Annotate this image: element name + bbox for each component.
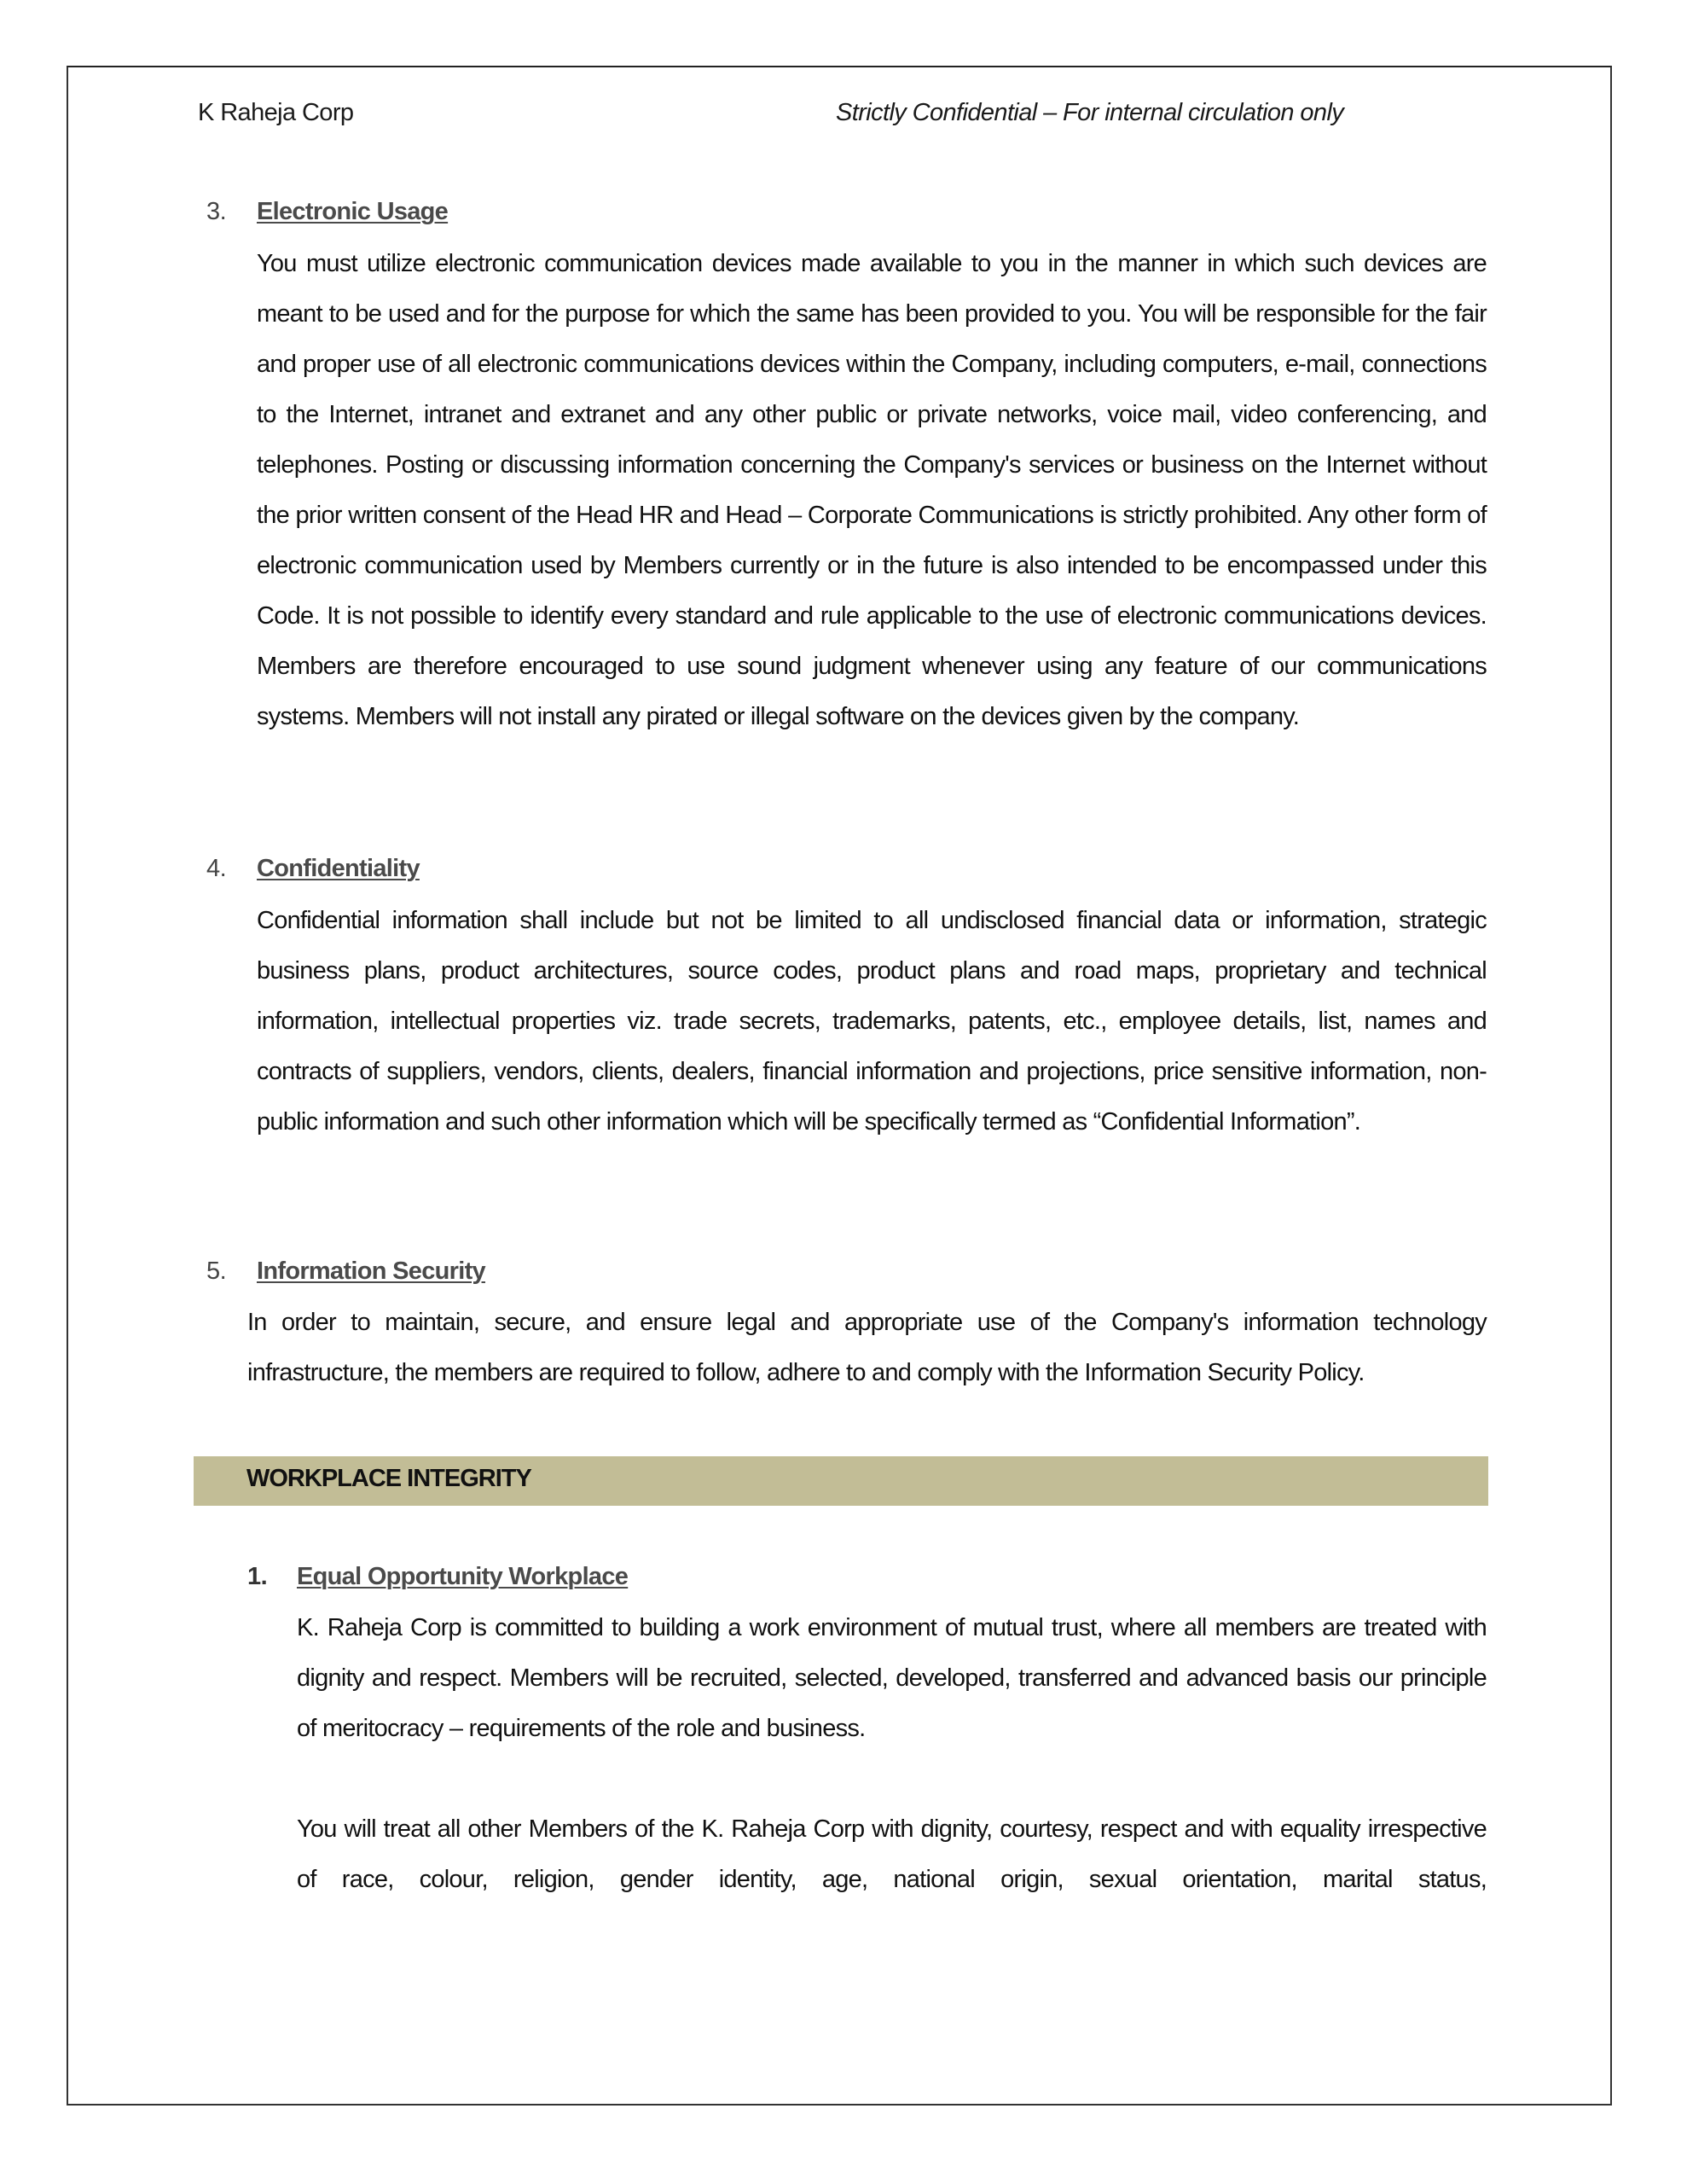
- header-confidentiality-note: Strictly Confidential – For internal circulation only: [836, 99, 1344, 126]
- section-title-information-security: Information Security: [257, 1258, 485, 1285]
- section-number: 4.: [206, 855, 227, 882]
- section-number: 3.: [206, 198, 227, 225]
- section-paragraph-information-security: In order to maintain, secure, and ensure legal and appropriate use of the Company's information technology infrastructure, the members are required to follow, adhere to and comply with the Information Security Policy.: [247, 1309, 1487, 1386]
- header-company: K Raheja Corp: [198, 99, 354, 126]
- section-title-electronic-usage: Electronic Usage: [257, 198, 449, 225]
- section-paragraph-confidentiality: Confidential information shall include but not be limited to all undisclosed financial data or information, strategic business plans, product architectures, source codes, product plans and road maps, proprietary and technical information, intellectual properties viz. trade secrets, trademarks, patents, etc., employee details, list, names and contracts of suppliers, vendors, clients, dealers, financial information and projections, price sensitive information, non-public information and such other information which will be specifically termed as “Confidential Information”.: [257, 907, 1487, 1136]
- section-paragraph-equal-opportunity-2: You will treat all other Members of the K. Raheja Corp with dignity, courtesy, respect and with equality irrespective of race, colour, religion, gender identity, age, national origin, sexual orientation, marital status,: [297, 1815, 1487, 1893]
- section-paragraph-equal-opportunity-1: K. Raheja Corp is committed to building a work environment of mutual trust, where all members are treated with dignity and respect. Members will be recruited, selected, developed, transferred and advanced basis our principle of meritocracy – requirements of the role and business.: [297, 1614, 1487, 1742]
- section-paragraph-electronic-usage: You must utilize electronic communication devices made available to you in the manner in which such devices are meant to be used and for the purpose for which the same has been provided to you. You will be responsible for the fair and proper use of all electronic communications devices within the Company, including computers, e-mail, connections to the Internet, intranet and extranet and any other public or private networks, voice mail, video conferencing, and telephones. Posting or discussing information concerning the Company's services or business on the Internet without the prior written consent of the Head HR and Head – Corporate Communications is strictly prohibited. Any other form of electronic communication used by Members currently or in the future is also intended to be encompassed under this Code. It is not possible to identify every standard and rule applicable to the use of electronic communications devices. Members are therefore encouraged to use sound judgment whenever using any feature of our communications systems. Members will not install any pirated or illegal software on the devices given by the company.: [257, 250, 1487, 730]
- section-number: 5.: [206, 1258, 227, 1285]
- section-title-equal-opportunity: Equal Opportunity Workplace: [297, 1563, 629, 1590]
- section-number: 1.: [247, 1563, 268, 1590]
- section-band-workplace-integrity: [194, 1456, 1488, 1506]
- section-title-confidentiality: Confidentiality: [257, 855, 420, 882]
- band-title: WORKPLACE INTEGRITY: [246, 1465, 531, 1492]
